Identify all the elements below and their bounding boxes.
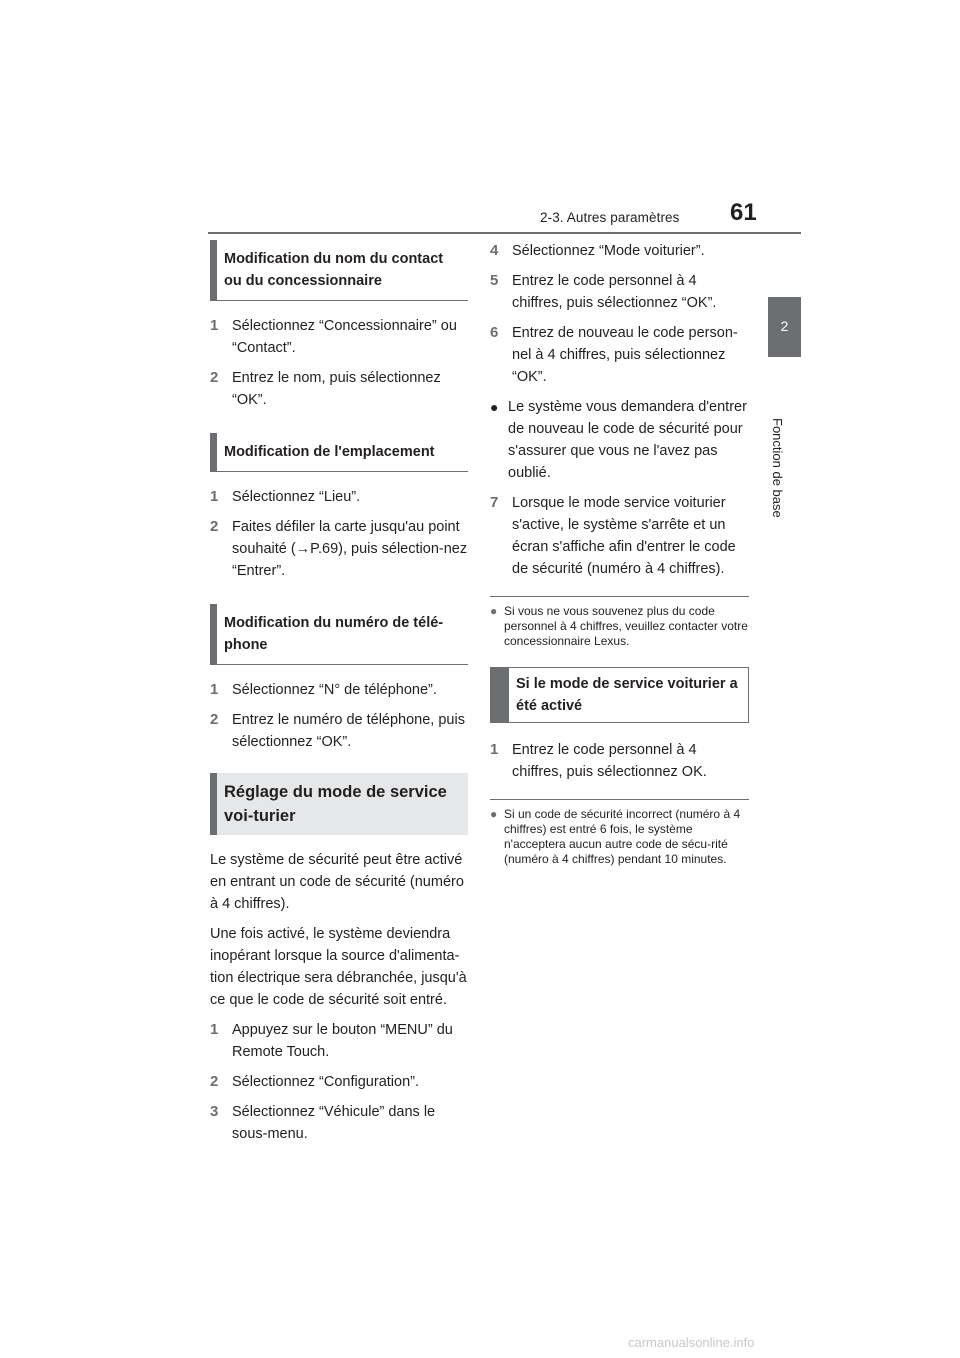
step-number: 7 — [490, 494, 499, 511]
step-phone-1 — [210, 679, 468, 701]
step-text: Sélectionnez “Véhicule” dans le sous-menu. — [232, 1104, 436, 1142]
note-text: Si un code de sécurité incorrect (numéro à 4 chiffres) est entré 6 fois, le système n'acceptera aucun autre code de sécu-rité (numéro à 4 chiffres) pendant 10 minutes. — [504, 807, 741, 866]
chapter-side-label: Fonction de base — [770, 418, 785, 518]
note-incorrect-code — [490, 799, 749, 867]
step-number: 2 — [210, 711, 219, 728]
step-text: Entrez le numéro de téléphone, puis sélectionnez “OK”. — [232, 712, 465, 750]
step-text: Faites défiler la carte jusqu'au point souhaité (→P.69), puis sélection-nez “Entrer”. — [232, 519, 468, 579]
bullet-text: Le système vous demandera d'entrer de nouveau le code de sécurité pour s'assurer que vous ne l'avez pas oublié. — [508, 399, 747, 481]
step-valet-4 — [490, 240, 749, 262]
right-column — [490, 240, 749, 867]
step-contact-1 — [210, 315, 468, 359]
step-phone-2 — [210, 709, 468, 753]
step-number: 1 — [490, 741, 499, 758]
header-rule — [208, 232, 801, 234]
step-number: 1 — [210, 681, 219, 698]
step-location-2 — [210, 516, 468, 582]
step-valet-6 — [490, 322, 749, 388]
step-number: 6 — [490, 324, 499, 341]
step-text: Sélectionnez “Lieu”. — [232, 489, 361, 505]
subheading-phone: Modification du numéro de télé-phone — [210, 604, 468, 665]
step-number: 3 — [210, 1103, 219, 1120]
step-location-1 — [210, 486, 468, 508]
step-number: 2 — [210, 369, 219, 386]
step-number: 5 — [490, 272, 499, 289]
step-number: 2 — [210, 1073, 219, 1090]
step-text: Entrez le code personnel à 4 chiffres, puis sélectionnez “OK”. — [512, 273, 717, 311]
step-valet-1 — [210, 1019, 468, 1063]
valet-paragraph-1: Le système de sécurité peut être activé en entrant un code de sécurité (numéro à 4 chiffres). — [210, 852, 464, 912]
step-text: Sélectionnez “Configuration”. — [232, 1074, 419, 1090]
step-valet-7 — [490, 492, 749, 580]
step-text: Entrez de nouveau le code person-nel à 4 chiffres, puis sélectionnez “OK”. — [512, 325, 738, 385]
section-heading-valet: Réglage du mode de service voi-turier — [210, 773, 468, 835]
note-forgotten-code — [490, 596, 749, 649]
step-contact-2 — [210, 367, 468, 411]
step-number: 1 — [210, 1021, 219, 1038]
subheading-location: Modification de l'emplacement — [210, 433, 468, 472]
step-text: Lorsque le mode service voiturier s'active, le système s'arrête et un écran s'affiche afin d'entrer le code de sécurité (numéro à 4 chiffres). — [512, 495, 736, 577]
step-text: Appuyez sur le bouton “MENU” du Remote Touch. — [232, 1022, 453, 1060]
note-text: Si vous ne vous souvenez plus du code personnel à 4 chiffres, veuillez contacter votre concessionnaire Lexus. — [504, 604, 748, 648]
step-text: Entrez le nom, puis sélectionnez “OK”. — [232, 370, 441, 408]
step-number: 2 — [210, 518, 219, 535]
step-valet-2 — [210, 1071, 468, 1093]
step-text: Sélectionnez “N° de téléphone”. — [232, 682, 437, 698]
step-activated-1 — [490, 739, 749, 783]
subheading-contact: Modification du nom du contact ou du concessionnaire — [210, 240, 468, 301]
bullet-dot-icon: ● — [490, 399, 499, 415]
note-bullet-icon: ● — [490, 807, 498, 821]
chapter-tab-number: 2 — [780, 318, 789, 334]
subheading-valet-activated: Si le mode de service voiturier a été activé — [490, 667, 749, 723]
valet-paragraph-2: Une fois activé, le système deviendra inopérant lorsque la source d'alimenta-tion électrique sera débranchée, jusqu'à ce que le code de sécurité soit entré. — [210, 926, 467, 1008]
step-valet-5 — [490, 270, 749, 314]
note-bullet-icon: ● — [490, 604, 498, 618]
left-column — [210, 240, 468, 1153]
step-number: 4 — [490, 242, 499, 259]
step-text: Sélectionnez “Concessionnaire” ou “Contact”. — [232, 318, 457, 356]
step-valet-3 — [210, 1101, 468, 1145]
page-number: 61 — [730, 199, 757, 226]
step-number: 1 — [210, 488, 219, 505]
bullet-reenter-code — [490, 396, 749, 484]
watermark: carmanualsonline.info — [628, 1335, 755, 1350]
step-text: Entrez le code personnel à 4 chiffres, puis sélectionnez OK. — [512, 742, 707, 780]
step-number: 1 — [210, 317, 219, 334]
header-section-title: 2-3. Autres paramètres — [540, 210, 680, 225]
step-text: Sélectionnez “Mode voiturier”. — [512, 243, 705, 259]
